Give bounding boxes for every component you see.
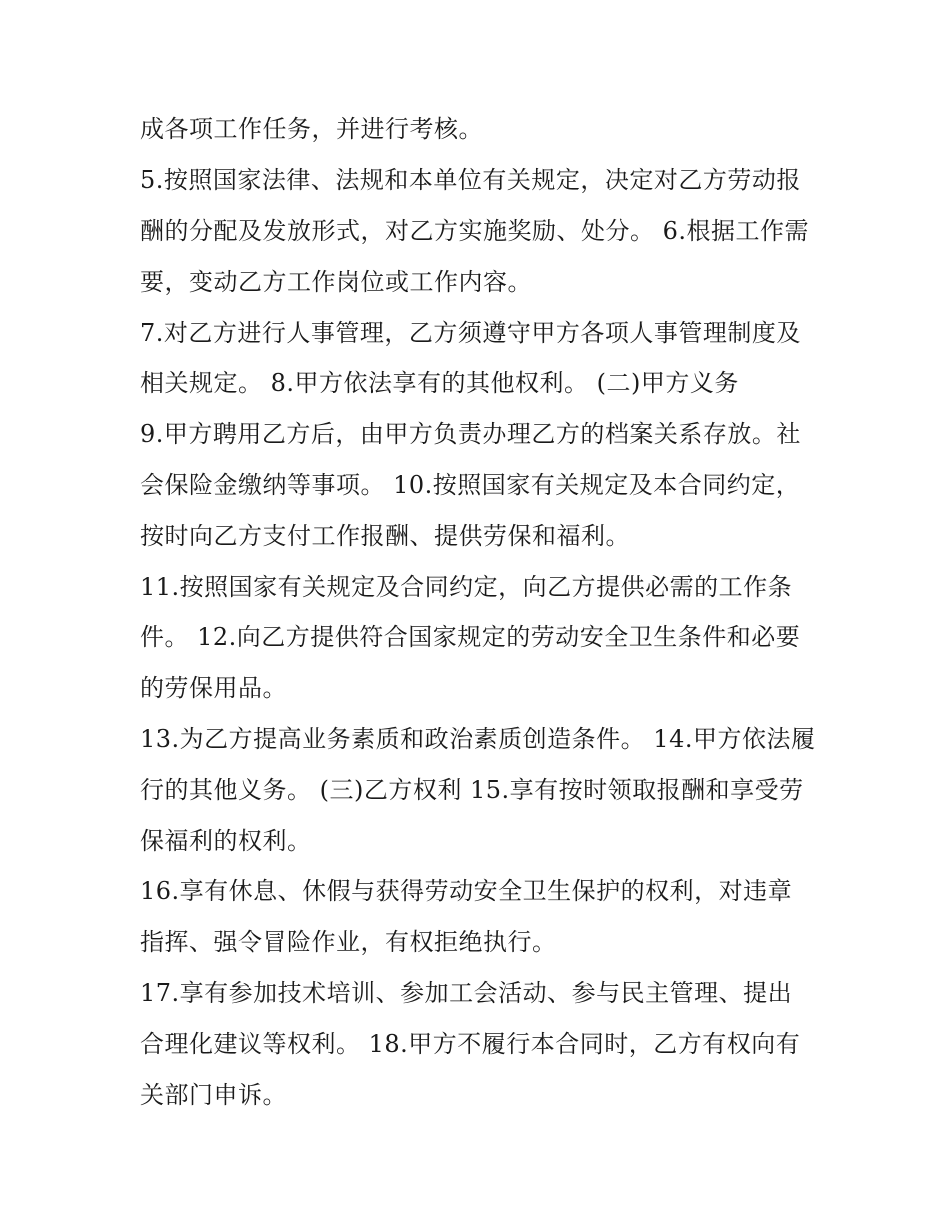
text-line: 按时向乙方支付工作报酬、提供劳保和福利。 [140, 522, 630, 550]
text-line: 11.按照国家有关规定及合同约定，向乙方提供必需的工作条 [140, 573, 793, 601]
text-line: 成各项工作任务，并进行考核。 [140, 115, 483, 143]
text-line: 7.对乙方进行人事管理，乙方须遵守甲方各项人事管理制度及 [140, 319, 801, 347]
text-line: 相关规定。 8.甲方依法享有的其他权利。 (二)甲方义务 [140, 369, 739, 397]
text-line: 行的其他义务。 (三)乙方权利 15.享有按时领取报酬和享受劳 [140, 776, 804, 804]
text-line: 17.享有参加技术培训、参加工会活动、参与民主管理、提出 [140, 979, 793, 1007]
text-line: 合理化建议等权利。 18.甲方不履行本合同时，乙方有权向有 [140, 1030, 801, 1058]
text-line: 的劳保用品。 [140, 674, 287, 702]
text-line: 保福利的权利。 [140, 827, 312, 855]
text-line: 会保险金缴纳等事项。 10.按照国家有关规定及本合同约定， [140, 471, 801, 499]
text-line: 要，变动乙方工作岗位或工作内容。 [140, 268, 532, 296]
text-line: 件。 12.向乙方提供符合国家规定的劳动安全卫生条件和必要 [140, 623, 801, 651]
text-line: 5.按照国家法律、法规和本单位有关规定，决定对乙方劳动报 [140, 166, 801, 194]
text-line: 16.享有休息、休假与获得劳动安全卫生保护的权利，对违章 [140, 877, 793, 905]
text-line: 指挥、强令冒险作业，有权拒绝执行。 [140, 928, 557, 956]
text-line: 9.甲方聘用乙方后，由甲方负责办理乙方的档案关系存放。社 [140, 420, 801, 448]
text-line: 13.为乙方提高业务素质和政治素质创造条件。 14.甲方依法履 [140, 725, 816, 753]
text-line: 酬的分配及发放形式，对乙方实施奖励、处分。 6.根据工作需 [140, 217, 810, 245]
text-line: 关部门申诉。 [140, 1081, 287, 1109]
